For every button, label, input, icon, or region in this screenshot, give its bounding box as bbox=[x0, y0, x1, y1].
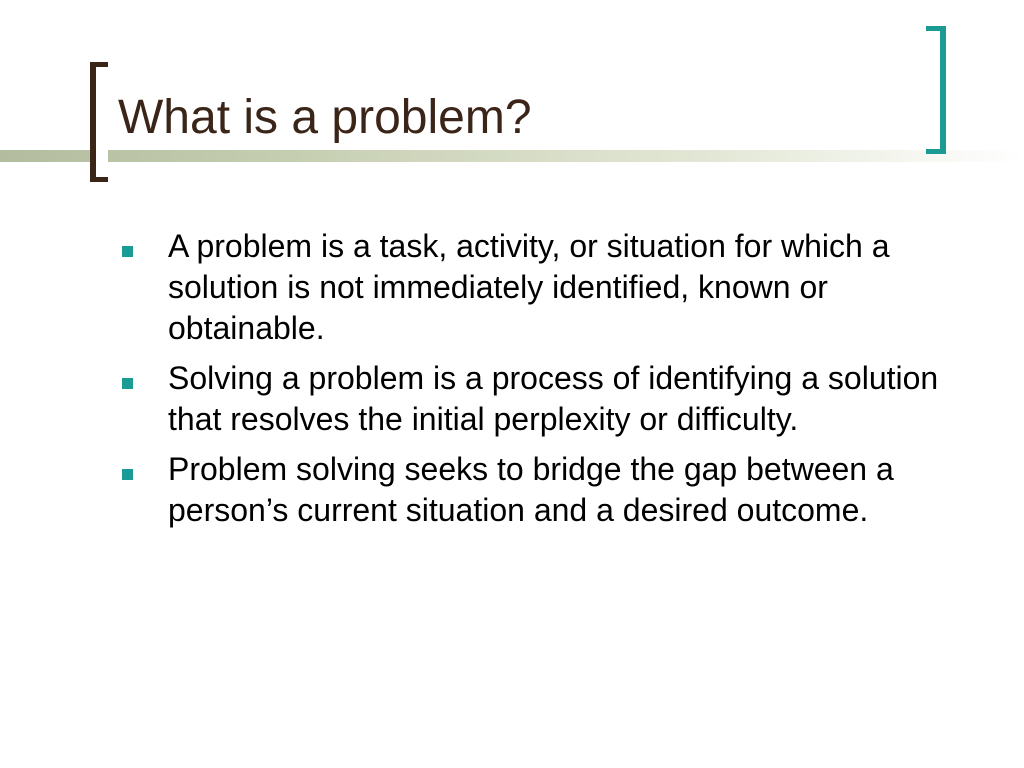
square-bullet-icon bbox=[122, 246, 133, 257]
bullet-text: A problem is a task, activity, or situation for which a solution is not immediately identified, known or obtainable. bbox=[168, 228, 890, 346]
bullet-text: Problem solving seeks to bridge the gap between a person’s current situation and a desired outcome. bbox=[168, 451, 894, 528]
bullet-text: Solving a problem is a process of identifying a solution that resolves the initial perplexity or difficulty. bbox=[168, 360, 939, 437]
slide-title: What is a problem? bbox=[118, 92, 538, 145]
square-bullet-icon bbox=[122, 378, 133, 389]
left-bracket-icon bbox=[90, 62, 108, 182]
title-underline-rule bbox=[0, 150, 1024, 162]
bullet-list bbox=[118, 226, 958, 540]
right-bracket-icon bbox=[926, 26, 946, 154]
bullet-item bbox=[118, 226, 958, 349]
bullet-item bbox=[118, 449, 958, 531]
square-bullet-icon bbox=[122, 469, 133, 480]
bullet-item bbox=[118, 358, 958, 440]
